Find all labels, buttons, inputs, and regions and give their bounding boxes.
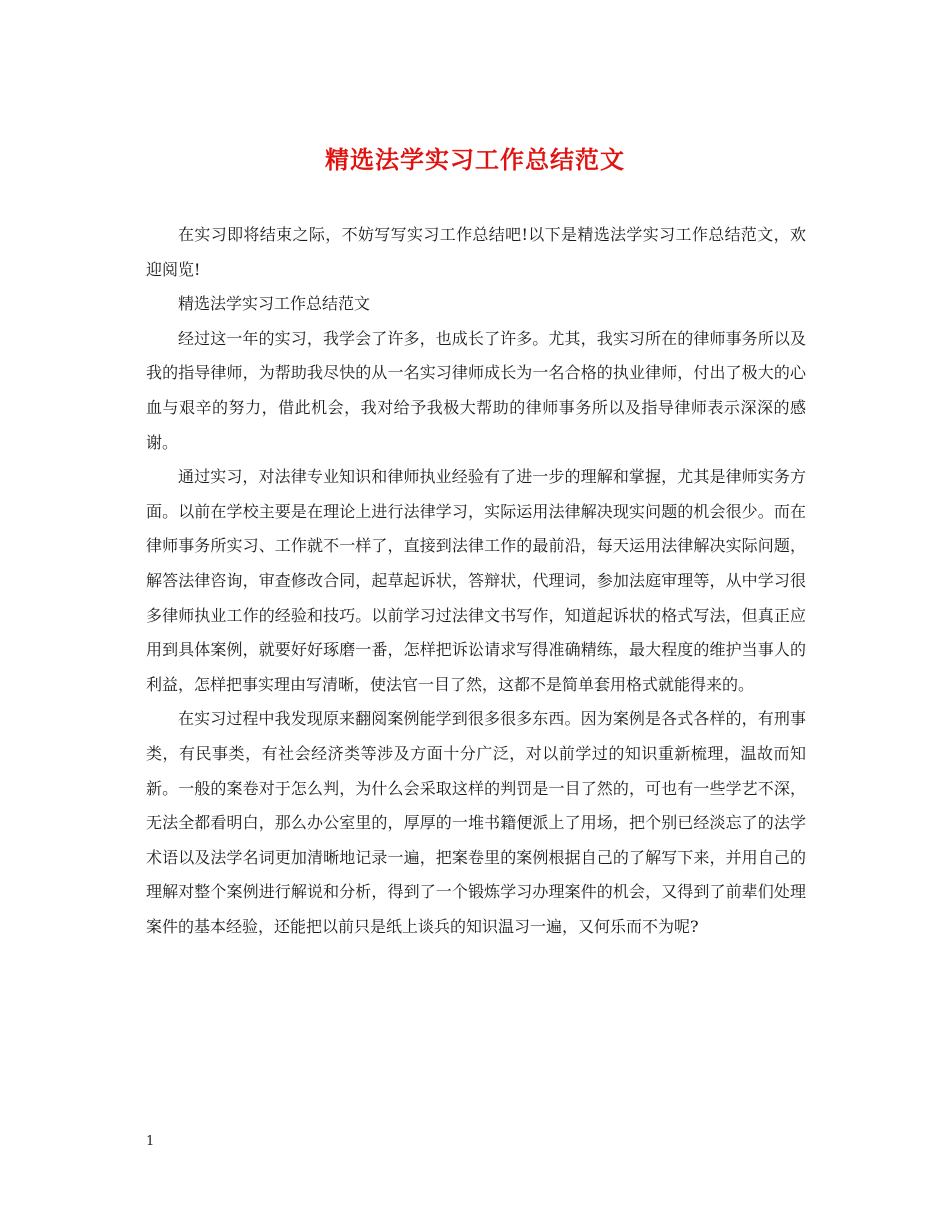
paragraph-intro: 在实习即将结束之际，不妨写写实习工作总结吧!以下是精选法学实习工作总结范文，欢迎阅览! <box>146 225 806 279</box>
page-number: 1 <box>146 1134 155 1149</box>
paragraph: 通过实习，对法律专业知识和律师执业经验有了进一步的理解和掌握，尤其是律师实务方面。以前在学校主要是在理论上进行法律学习，实际运用法律解决现实问题的机会很少。而在律师事务所实习、工作就不一样了，直接到法律工作的最前沿，每天运用法律解决实际问题，解答法律咨询，审查修改合同，起草起诉状，答辩状，代理词，参加法庭审理等，从中学习很多律师执业工作的经验和技巧。以前学习过法律文书写作，知道起诉状的格式写法，但真正应用到具体案例，就要好好琢磨一番，怎样把诉讼请求写得准确精练，最大程度的维护当事人的利益，怎样把事实理由写清晰，使法官一目了然，这都不是简单套用格式就能得来的。 <box>146 467 806 694</box>
document-body <box>146 218 806 944</box>
paragraph: 经过这一年的实习，我学会了许多，也成长了许多。尤其，我实习所在的律师事务所以及我的指导律师，为帮助我尽快的从一名实习律师成长为一名合格的执业律师，付出了极大的心血与艰辛的努力，借此机会，我对给予我极大帮助的律师事务所以及指导律师表示深深的感谢。 <box>146 328 806 452</box>
paragraph: 在实习过程中我发现原来翻阅案例能学到很多很多东西。因为案例是各式各样的，有刑事类，有民事类，有社会经济类等涉及方面十分广泛，对以前学过的知识重新梳理，温故而知新。一般的案卷对于怎么判，为什么会采取这样的判罚是一目了然的，可也有一些学艺不深，无法全都看明白，那么办公室里的，厚厚的一堆书籍便派上了用场，把个别已经淡忘了的法学术语以及法学名词更加清晰地记录一遍，把案卷里的案例根据自己的了解写下来，并用自己的理解对整个案例进行解说和分析，得到了一个锻炼学习办理案件的机会，又得到了前辈们处理案件的基本经验，还能把以前只是纸上谈兵的知识温习一遍，又何乐而不为呢? <box>146 709 806 936</box>
document-title: 精选法学实习工作总结范文 <box>325 145 625 174</box>
paragraph-subtitle: 精选法学实习工作总结范文 <box>178 294 371 314</box>
